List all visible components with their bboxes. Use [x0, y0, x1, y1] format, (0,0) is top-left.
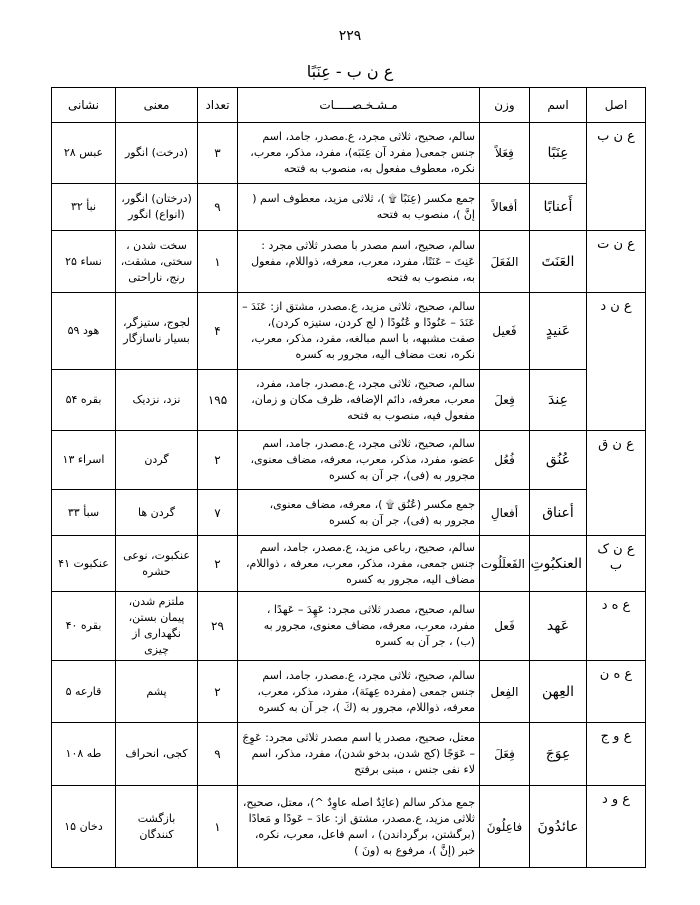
meaning-cell: ملتزم شدن، پيمان بستن، نگهدارى از چيزى	[116, 592, 198, 661]
reference-cell: هود ۵۹	[52, 293, 116, 370]
pattern-cell: فِعَلَ	[480, 723, 530, 786]
table-row	[52, 293, 646, 370]
count-cell: ۱	[198, 786, 238, 868]
description-cell: معتل، صحيح، مصدر يا اسم مصدر ثلاثى مجرد: عَوِجَ – عَوَجًا (كج شدن، بدخو شدن)، مفرد، مذكر، اسم لاء نفى جنس ، مبنى برفتح	[238, 723, 480, 786]
pattern-cell: فُعُل	[480, 431, 530, 490]
page-heading: ع ن ب - عِنَبًا	[306, 62, 394, 81]
root-cell: ع ه د	[587, 592, 646, 661]
word-cell: عِنَبًا	[530, 123, 587, 184]
table-row	[52, 786, 646, 868]
description-cell: جمع مذكر سالم (عائِدٌ اصله عاوِدٌ ^)، معتل، صحيح، ثلاثى مزيد، ع.مصدر، مشتق از: عادَ – عَودًا و مَعادًا (برگشتن، برگرداندن) ، اسم فاعل، معرب، نكره، خبر (إنَّ )، مرفوع به (ونَ )	[238, 786, 480, 868]
word-cell: عَنيدٍ	[530, 293, 587, 370]
description-cell: سالم، صحيح، اسم مصدر با مصدر ثلاثى مجرد : عَنِتَ – عَنَتًا، مفرد، معرب، معرفه، ذواللام، مفعول به، منصوب به فتحه	[238, 231, 480, 293]
reference-cell: بقره ۴۰	[52, 592, 116, 661]
count-cell: ۲	[198, 536, 238, 592]
reference-cell: عبس ۲۸	[52, 123, 116, 184]
root-cell: ع ن ت	[587, 231, 646, 293]
meaning-cell: گردن	[116, 431, 198, 490]
count-cell: ۳	[198, 123, 238, 184]
count-cell: ۱۹۵	[198, 370, 238, 431]
root-cell: ع ن ب	[587, 123, 646, 231]
reference-cell: قارعه ۵	[52, 661, 116, 723]
meaning-cell: (درخت) انگور	[116, 123, 198, 184]
root-cell: ع ن ق	[587, 431, 646, 536]
word-cell: أعناق	[530, 490, 587, 536]
pattern-cell: الفِعل	[480, 661, 530, 723]
header-mushakhasat: مـشـخـصـــــات	[238, 88, 480, 123]
pattern-cell: أفعالِ	[480, 490, 530, 536]
reference-cell: اسراء ۱۳	[52, 431, 116, 490]
count-cell: ۲	[198, 661, 238, 723]
root-cell: ع ن د	[587, 293, 646, 431]
reference-cell: دخان ۱۵	[52, 786, 116, 868]
page-number: ۲۲۹	[338, 28, 362, 44]
description-cell: سالم، صحيح، رباعى مزيد، ع.مصدر، جامد، اسم جنس جمعى، مفرد، مذكر، معرب، معرفه ، ذواللام، مضاف اليه، مجرور به كسره	[238, 536, 480, 592]
description-cell: سالم، صحيح، ثلاثى مجرد، ع.مصدر، جامد، اسم عضو، مفرد، مذكر، معرب، معرفه، مضاف معنوى، مجرور به (فى)، جر آن به كسره	[238, 431, 480, 490]
meaning-cell: كجى، انحراف	[116, 723, 198, 786]
description-cell: سالم، صحيح، ثلاثى مزيد، ع.مصدر، مشتق از: عَنَدَ – عَنَدَ – عَنُودًا و عُنُودًا ( لج كردن، ستيزه كردن)، صفت مشبهه، با اسم مبالغه، مفرد، مذكر، معرب، نكره، نعت مضاف اليه، مجرور به كسره	[238, 293, 480, 370]
pattern-cell: فَعيل	[480, 293, 530, 370]
reference-cell: نبأ ۳۲	[52, 184, 116, 231]
reference-cell: نساء ۲۵	[52, 231, 116, 293]
count-cell: ۹	[198, 723, 238, 786]
description-cell: سالم، صحيح، ثلاثى مجرد، ع.مصدر، جامد، مفرد، معرب، معرفه، دائم الإضافه، ظرف مكان و زمان، مفعول فيه، منصوب به فتحه	[238, 370, 480, 431]
description-cell: سالم، صحيح، ثلاثى مجرد، ع.مصدر، جامد، اسم جنس جمعى (مفرده عِهنَة)، مفرد، مذكر، معرب، معرفه، ذواللام، مجرور به (كَ )، جر آن به كسره	[238, 661, 480, 723]
table-header-row	[52, 88, 646, 123]
pattern-cell: الفَعَلَ	[480, 231, 530, 293]
root-cell: ع ه ن	[587, 661, 646, 723]
table-row	[52, 490, 646, 536]
meaning-cell: سخت شدن ، سختى، مشقت، رنج، ناراحتى	[116, 231, 198, 293]
table-body	[52, 123, 646, 868]
header-asl: اصل	[587, 88, 646, 123]
count-cell: ۱	[198, 231, 238, 293]
reference-cell: طه ۱۰۸	[52, 723, 116, 786]
root-cell: ع ن ک ب	[587, 536, 646, 592]
header-ism: اسم	[530, 88, 587, 123]
pattern-cell: فِعلَ	[480, 370, 530, 431]
table-row	[52, 123, 646, 184]
lexicon-table	[51, 87, 646, 868]
table-row	[52, 431, 646, 490]
pattern-cell: فِعَلاً	[480, 123, 530, 184]
word-cell: أَعنابًا	[530, 184, 587, 231]
table-row	[52, 184, 646, 231]
description-cell: جمع مكسر (عِنَبًا ۩ )، ثلاثى مزيد، معطوف اسم ( إنَّ )، منصوب به فتحه	[238, 184, 480, 231]
reference-cell: سبأ ۳۳	[52, 490, 116, 536]
word-cell: عِوَجَ	[530, 723, 587, 786]
table-row	[52, 661, 646, 723]
word-cell: عَهد	[530, 592, 587, 661]
pattern-cell: فاعِلُونَ	[480, 786, 530, 868]
pattern-cell: الفَعلَلُوت	[480, 536, 530, 592]
word-cell: العِهن	[530, 661, 587, 723]
word-cell: عُنُق	[530, 431, 587, 490]
meaning-cell: پشم	[116, 661, 198, 723]
description-cell: جمع مكسر (عُنُق ۩ )، معرفه، مضاف معنوى، مجرور به (فى)، جر آن به كسره	[238, 490, 480, 536]
table-row	[52, 370, 646, 431]
table-row	[52, 231, 646, 293]
pattern-cell: أفعالاً	[480, 184, 530, 231]
header-nishani: نشانى	[52, 88, 116, 123]
pattern-cell: فَعل	[480, 592, 530, 661]
word-cell: عِندَ	[530, 370, 587, 431]
count-cell: ۲۹	[198, 592, 238, 661]
meaning-cell: نزد، نزديک	[116, 370, 198, 431]
count-cell: ۷	[198, 490, 238, 536]
meaning-cell: گردن ها	[116, 490, 198, 536]
header-tedad: تعداد	[198, 88, 238, 123]
description-cell: سالم، صحيح، ثلاثى مجرد، ع.مصدر، جامد، اسم جنس جمعى( مفرد آن عِنَبَه)، مفرد، مذكر، معرب، نكره، معطوف مفعول به، منصوب به فتحه	[238, 123, 480, 184]
reference-cell: عنكبوت ۴۱	[52, 536, 116, 592]
header-vazn: وزن	[480, 88, 530, 123]
meaning-cell: عنكبوت، نوعى حشره	[116, 536, 198, 592]
table-row	[52, 592, 646, 661]
table-row	[52, 723, 646, 786]
header-mana: معنى	[116, 88, 198, 123]
count-cell: ۹	[198, 184, 238, 231]
word-cell: العنكبُوتِ	[530, 536, 587, 592]
count-cell: ۴	[198, 293, 238, 370]
count-cell: ۲	[198, 431, 238, 490]
description-cell: سالم، صحيح، مصدر ثلاثى مجرد: عَهِدَ – عَهدًا ، مفرد، معرب، معرفه، مضاف معنوى، مجرور به (ب) ، جر آن به كسره	[238, 592, 480, 661]
root-cell: ع و د	[587, 786, 646, 868]
word-cell: عائدُونَ	[530, 786, 587, 868]
meaning-cell: (درختان) انگور، (انواع) انگور	[116, 184, 198, 231]
table-row	[52, 536, 646, 592]
meaning-cell: لجوج، ستيزگر، بسيار ناسازگار	[116, 293, 198, 370]
word-cell: العَنَتَ	[530, 231, 587, 293]
reference-cell: بقره ۵۴	[52, 370, 116, 431]
root-cell: ع و ج	[587, 723, 646, 786]
meaning-cell: بازگشت كنندگان	[116, 786, 198, 868]
